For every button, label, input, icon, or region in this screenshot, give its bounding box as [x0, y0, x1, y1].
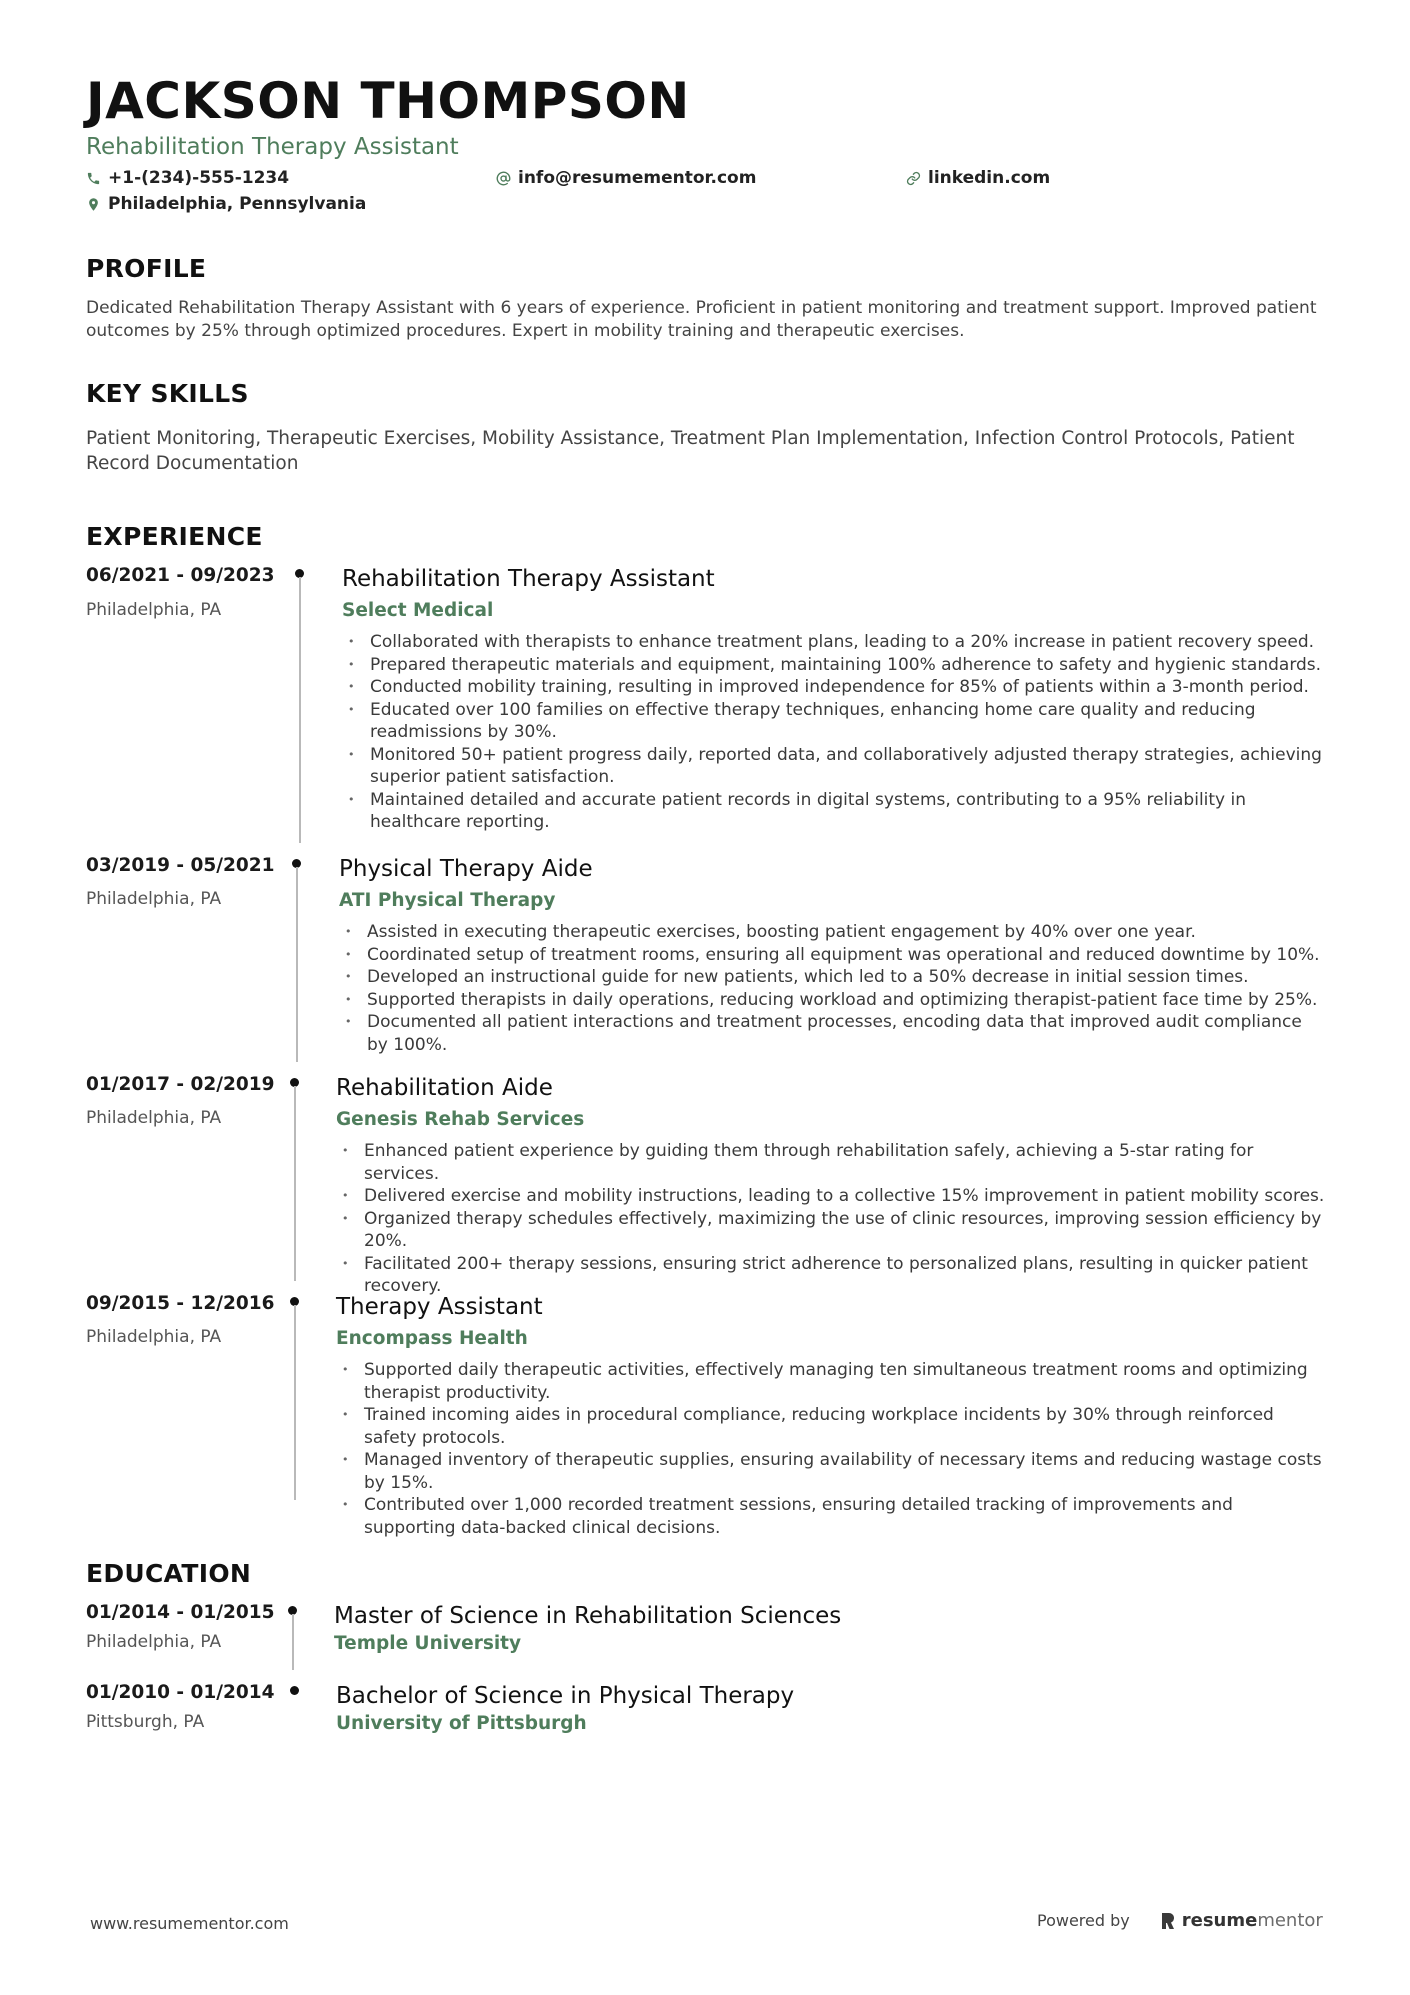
job-bullet: • Trained incoming aides in procedural compliance, reducing workplace incidents by 30% through reinforced safety protocols.: [336, 1404, 1326, 1449]
skills-section: [86, 379, 1326, 476]
job-title: Therapy Assistant: [336, 1294, 543, 1320]
job-bullet: • Supported daily therapeutic activities, effectively managing ten simultaneous treatment rooms and optimizing therapist productivity.: [336, 1359, 1326, 1404]
job-bullet: • Enhanced patient experience by guiding them through rehabilitation safely, achieving a 5-star rating for services.: [336, 1140, 1326, 1185]
profile-heading: PROFILE: [86, 254, 207, 283]
job-bullet: • Facilitated 200+ therapy sessions, ensuring strict adherence to personalized plans, resulting in quicker patient recovery.: [336, 1253, 1326, 1298]
education-entry: [86, 1682, 1326, 1742]
phone-text: +1-(234)-555-1234: [108, 168, 290, 188]
education-content: [334, 1602, 1326, 1656]
experience-entry: [86, 565, 1326, 855]
timeline-line: [294, 1086, 296, 1281]
timeline-dot: [290, 1686, 299, 1695]
job-bullets: [342, 631, 1326, 834]
education-heading: EDUCATION: [86, 1559, 252, 1588]
footer-branding: [1037, 1910, 1323, 1931]
job-location: Philadelphia, PA: [86, 1327, 222, 1347]
job-title: Rehabilitation Aide: [336, 1075, 553, 1101]
job-company: Encompass Health: [336, 1328, 528, 1349]
resume-page: [86, 72, 1326, 1742]
brand-name-part2: mentor: [1257, 1910, 1323, 1931]
at-sign-icon: [496, 171, 511, 186]
school-name: University of Pittsburgh: [336, 1713, 587, 1734]
job-content: [336, 1293, 1326, 1539]
timeline-line: [299, 577, 301, 843]
job-bullet: • Organized therapy schedules effectively, maximizing the use of clinic resources, improving session efficiency by 20%.: [336, 1208, 1326, 1253]
job-content: [336, 1074, 1326, 1298]
job-location: Philadelphia, PA: [86, 1108, 222, 1128]
job-bullet: • Delivered exercise and mobility instructions, leading to a collective 15% improvement in patient mobility scores.: [336, 1185, 1326, 1208]
timeline-line: [294, 1305, 296, 1500]
experience-entry: [86, 855, 1326, 1074]
contact-phone[interactable]: [86, 168, 289, 188]
job-dates: 01/2017 - 02/2019: [86, 1074, 275, 1095]
skills-heading: KEY SKILLS: [86, 379, 249, 408]
job-dates: 09/2015 - 12/2016: [86, 1293, 275, 1314]
contact-email[interactable]: [496, 168, 756, 188]
job-location: Philadelphia, PA: [86, 600, 222, 620]
degree-title: Bachelor of Science in Physical Therapy: [336, 1683, 795, 1709]
job-company: Select Medical: [342, 600, 494, 621]
job-bullet: • Developed an instructional guide for new patients, which led to a 50% decrease in initial session times.: [339, 966, 1326, 989]
job-bullets: [336, 1359, 1326, 1539]
job-title: Rehabilitation Therapy Assistant: [342, 566, 715, 592]
job-dates: 06/2021 - 09/2023: [86, 565, 275, 586]
phone-icon: [86, 171, 101, 186]
candidate-title: Rehabilitation Therapy Assistant: [86, 134, 459, 160]
brand-logo[interactable]: [1160, 1910, 1323, 1931]
job-content: [342, 565, 1326, 834]
job-title: Physical Therapy Aide: [339, 856, 593, 882]
job-bullet: • Coordinated setup of treatment rooms, ensuring all equipment was operational and reduced downtime by 10%.: [339, 944, 1326, 967]
job-company: Genesis Rehab Services: [336, 1109, 585, 1130]
profile-section: [86, 254, 1326, 343]
timeline-line: [292, 1614, 294, 1670]
job-bullet: • Conducted mobility training, resulting in improved independence for 85% of patients within a 3-month period.: [342, 676, 1326, 699]
brand-name-part1: resume: [1181, 1910, 1258, 1931]
experience-entry: [86, 1293, 1326, 1538]
job-location: Philadelphia, PA: [86, 889, 222, 909]
job-bullets: [339, 921, 1326, 1056]
job-bullet: • Maintained detailed and accurate patient records in digital systems, contributing to a 95% reliability in healthcare reporting.: [342, 789, 1326, 834]
job-bullets: [336, 1140, 1326, 1298]
profile-text: Dedicated Rehabilitation Therapy Assistant with 6 years of experience. Proficient in patient monitoring and treatment support. Improved patient outcomes by 25% through optimized procedures. Expert in mobility training and therapeutic exercises.: [86, 298, 1317, 341]
contact-info: [86, 166, 1326, 218]
job-company: ATI Physical Therapy: [339, 890, 556, 911]
linkedin-text: linkedin.com: [928, 168, 1051, 188]
experience-section: [86, 522, 1326, 1538]
job-bullet: • Documented all patient interactions and treatment processes, encoding data that improved audit compliance by 100%.: [339, 1011, 1326, 1056]
footer-website[interactable]: www.resumementor.com: [90, 1914, 289, 1933]
timeline-line: [296, 867, 298, 1062]
education-location: Pittsburgh, PA: [86, 1712, 205, 1732]
experience-entry: [86, 1074, 1326, 1296]
job-bullet: • Prepared therapeutic materials and equipment, maintaining 100% adherence to safety and hygienic standards.: [342, 654, 1326, 677]
experience-heading: EXPERIENCE: [86, 522, 263, 551]
contact-location: [86, 194, 366, 214]
resumementor-logo-icon: [1160, 1912, 1176, 1930]
location-text: Philadelphia, Pennsylvania: [108, 194, 367, 214]
education-dates: 01/2014 - 01/2015: [86, 1602, 275, 1623]
education-entry: [86, 1602, 1326, 1682]
job-bullet: • Collaborated with therapists to enhance treatment plans, leading to a 20% increase in patient recovery speed.: [342, 631, 1326, 654]
job-bullet: • Managed inventory of therapeutic supplies, ensuring availability of necessary items and reducing wastage costs by 15%.: [336, 1449, 1326, 1494]
link-icon: [906, 171, 921, 186]
location-pin-icon: [86, 197, 101, 212]
job-dates: 03/2019 - 05/2021: [86, 855, 275, 876]
education-dates: 01/2010 - 01/2014: [86, 1682, 275, 1703]
candidate-name: JACKSON THOMPSON: [86, 72, 690, 130]
email-text: info@resumementor.com: [518, 168, 757, 188]
education-section: [86, 1559, 1326, 1742]
education-content: [336, 1682, 1326, 1736]
education-location: Philadelphia, PA: [86, 1632, 222, 1652]
job-bullet: • Assisted in executing therapeutic exercises, boosting patient engagement by 40% over one year.: [339, 921, 1326, 944]
powered-by-label: Powered by: [1037, 1911, 1130, 1930]
degree-title: Master of Science in Rehabilitation Sciences: [334, 1603, 842, 1629]
contact-linkedin[interactable]: [906, 168, 1050, 188]
job-bullet: • Monitored 50+ patient progress daily, reported data, and collaboratively adjusted therapy strategies, achieving superior patient satisfaction.: [342, 744, 1326, 789]
job-bullet: • Contributed over 1,000 recorded treatment sessions, ensuring detailed tracking of improvements and supporting data-backed clinical decisions.: [336, 1494, 1326, 1539]
job-bullet: • Educated over 100 families on effective therapy techniques, enhancing home care quality and reducing readmissions by 30%.: [342, 699, 1326, 744]
school-name: Temple University: [334, 1633, 522, 1654]
job-content: [339, 855, 1326, 1056]
skills-text: Patient Monitoring, Therapeutic Exercises, Mobility Assistance, Treatment Plan Implementation, Infection Control Protocols, Patient Record Documentation: [86, 428, 1295, 474]
job-bullet: • Supported therapists in daily operations, reducing workload and optimizing therapist-patient face time by 25%.: [339, 989, 1326, 1012]
